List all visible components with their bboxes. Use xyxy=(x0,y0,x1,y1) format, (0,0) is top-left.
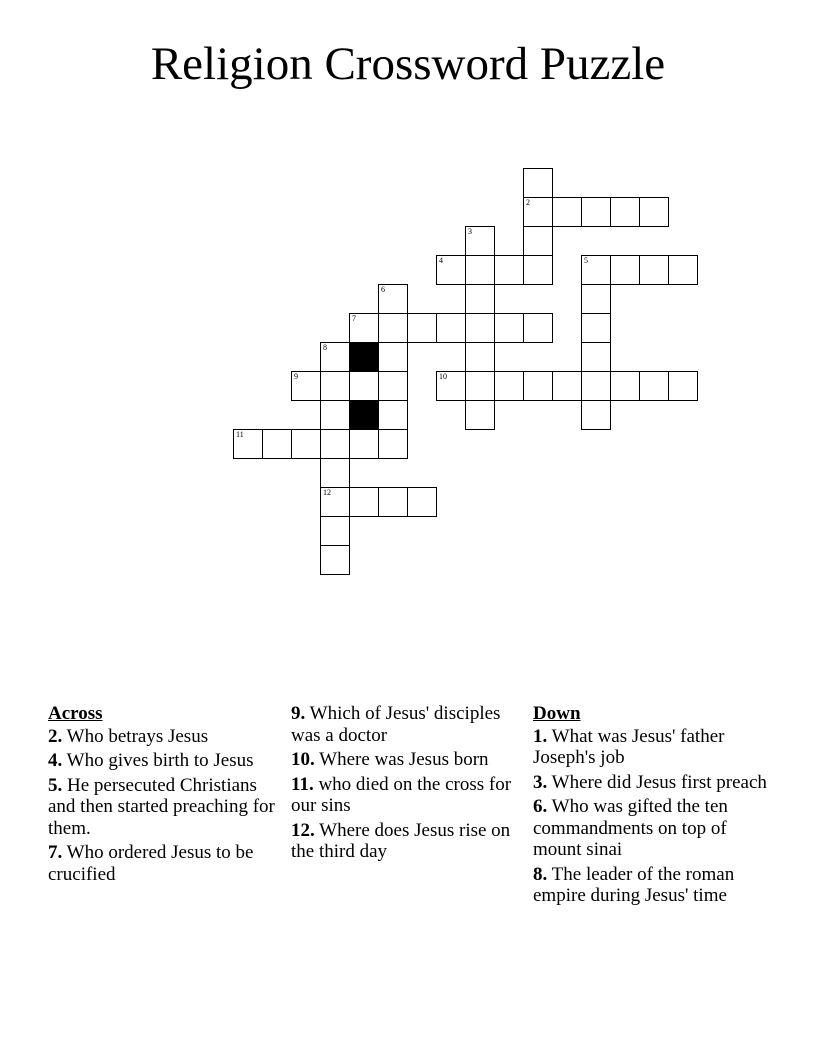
grid-cell[interactable] xyxy=(320,516,350,546)
grid-cell[interactable] xyxy=(465,284,495,314)
grid-cell[interactable] xyxy=(494,371,524,401)
grid-cell-numbered[interactable] xyxy=(378,284,408,314)
grid-cell[interactable] xyxy=(378,400,408,430)
clue-number: 12. xyxy=(291,819,315,841)
clue-across-4 xyxy=(48,750,288,772)
grid-cell[interactable] xyxy=(581,284,611,314)
grid-cell[interactable] xyxy=(320,458,350,488)
clue-text: Where did Jesus first preach xyxy=(551,771,767,793)
grid-cell-numbered[interactable] xyxy=(233,429,263,459)
grid-cell-numbered[interactable] xyxy=(320,342,350,372)
grid-cell[interactable] xyxy=(494,255,524,285)
clue-number: 8. xyxy=(533,863,548,885)
clue-across-9 xyxy=(291,703,526,746)
grid-cell[interactable] xyxy=(349,371,379,401)
cell-number: 5 xyxy=(584,256,588,265)
clue-down-1 xyxy=(533,726,773,769)
cell-number: 9 xyxy=(294,372,298,381)
clue-number: 6. xyxy=(533,796,548,817)
clue-text: Who was gifted the ten commandments on top of mount sinai xyxy=(533,796,728,860)
grid-cell[interactable] xyxy=(552,371,582,401)
clue-number: 4. xyxy=(48,750,63,771)
clue-number: 7. xyxy=(48,842,63,863)
clue-number: 2. xyxy=(48,725,63,747)
cell-number: 7 xyxy=(352,314,356,323)
grid-cell[interactable] xyxy=(581,371,611,401)
grid-cell[interactable] xyxy=(378,342,408,372)
grid-cell[interactable] xyxy=(349,429,379,459)
clue-text: who died on the cross for our sins xyxy=(291,773,512,816)
clue-text: He persecuted Christians and then started preaching for them. xyxy=(48,774,275,839)
grid-cell-numbered[interactable] xyxy=(349,313,379,343)
clue-down-6 xyxy=(533,796,773,861)
grid-cell[interactable] xyxy=(552,197,582,227)
grid-cell[interactable] xyxy=(668,371,698,401)
grid-cell-numbered[interactable] xyxy=(320,487,350,517)
grid-cell-numbered[interactable] xyxy=(436,371,466,401)
grid-cell[interactable] xyxy=(523,255,553,285)
clue-across-10 xyxy=(291,749,526,771)
grid-cell[interactable] xyxy=(581,342,611,372)
grid-cell-numbered[interactable] xyxy=(436,255,466,285)
clue-text: The leader of the roman empire during Jesus' time xyxy=(533,863,735,906)
grid-cell-numbered[interactable] xyxy=(465,226,495,256)
grid-cell[interactable] xyxy=(378,313,408,343)
grid-cell[interactable] xyxy=(610,371,640,401)
across-clues-column xyxy=(48,703,288,888)
down-clues-column xyxy=(533,703,773,910)
page-title: Religion Crossword Puzzle xyxy=(150,38,666,90)
clue-text: Where was Jesus born xyxy=(319,749,489,770)
grid-cell[interactable] xyxy=(465,371,495,401)
grid-cell[interactable] xyxy=(465,342,495,372)
across-clues-column-continued xyxy=(291,703,526,866)
clue-number: 10. xyxy=(291,749,315,770)
clue-down-8 xyxy=(533,864,773,907)
clue-number: 3. xyxy=(533,771,548,793)
grid-cell[interactable] xyxy=(436,313,466,343)
grid-cell[interactable] xyxy=(291,429,321,459)
cell-number: 2 xyxy=(526,198,530,207)
grid-cell[interactable] xyxy=(581,400,611,430)
clue-text: Who gives birth to Jesus xyxy=(66,750,254,771)
grid-cell[interactable] xyxy=(320,545,350,575)
cell-number: 12 xyxy=(323,488,331,497)
cell-number: 3 xyxy=(468,227,472,236)
grid-cell[interactable] xyxy=(407,487,437,517)
grid-cell[interactable] xyxy=(320,371,350,401)
grid-cell[interactable] xyxy=(378,429,408,459)
cell-number: 8 xyxy=(323,343,327,352)
clue-text: Who betrays Jesus xyxy=(66,725,209,747)
clue-text: Which of Jesus' disciples was a doctor xyxy=(291,703,501,746)
clue-across-11 xyxy=(291,774,526,817)
grid-cell[interactable] xyxy=(639,255,669,285)
grid-cell-numbered[interactable] xyxy=(291,371,321,401)
grid-cell[interactable] xyxy=(523,226,553,256)
grid-cell-blocked xyxy=(349,400,379,430)
grid-cell[interactable] xyxy=(262,429,292,459)
grid-cell[interactable] xyxy=(668,255,698,285)
grid-cell-blocked xyxy=(349,342,379,372)
grid-cell[interactable] xyxy=(465,255,495,285)
clue-text: Who ordered Jesus to be crucified xyxy=(48,842,254,885)
clue-across-12 xyxy=(291,820,526,863)
across-heading: Across xyxy=(48,703,103,724)
grid-cell[interactable] xyxy=(581,197,611,227)
grid-cell[interactable] xyxy=(523,313,553,343)
clue-across-7 xyxy=(48,842,288,885)
grid-cell[interactable] xyxy=(407,313,437,343)
grid-cell[interactable] xyxy=(320,400,350,430)
grid-cell[interactable] xyxy=(639,197,669,227)
grid-cell[interactable] xyxy=(349,487,379,517)
grid-cell[interactable] xyxy=(494,313,524,343)
clue-across-5 xyxy=(48,775,288,840)
grid-cell[interactable] xyxy=(523,168,553,198)
clue-number: 1. xyxy=(533,725,548,747)
clue-number: 9. xyxy=(291,703,306,724)
cell-number: 10 xyxy=(439,372,447,381)
grid-cell[interactable] xyxy=(378,371,408,401)
grid-cell[interactable] xyxy=(610,197,640,227)
grid-cell[interactable] xyxy=(639,371,669,401)
down-heading: Down xyxy=(533,703,581,724)
clue-number: 5. xyxy=(48,774,63,796)
grid-cell[interactable] xyxy=(320,429,350,459)
grid-cell[interactable] xyxy=(378,487,408,517)
grid-cell[interactable] xyxy=(610,255,640,285)
grid-cell-numbered[interactable] xyxy=(523,197,553,227)
cell-number: 11 xyxy=(236,430,244,439)
grid-cell[interactable] xyxy=(523,371,553,401)
clue-text: What was Jesus' father Joseph's job xyxy=(533,725,725,768)
cell-number: 4 xyxy=(439,256,443,265)
grid-cell[interactable] xyxy=(581,313,611,343)
grid-cell[interactable] xyxy=(465,400,495,430)
clue-text: Where does Jesus rise on the third day xyxy=(291,819,511,862)
clue-down-3 xyxy=(533,772,773,794)
cell-number: 6 xyxy=(381,285,385,294)
clue-number: 11. xyxy=(291,773,314,795)
clue-across-2 xyxy=(48,726,288,748)
grid-cell[interactable] xyxy=(465,313,495,343)
grid-cell-numbered[interactable] xyxy=(581,255,611,285)
